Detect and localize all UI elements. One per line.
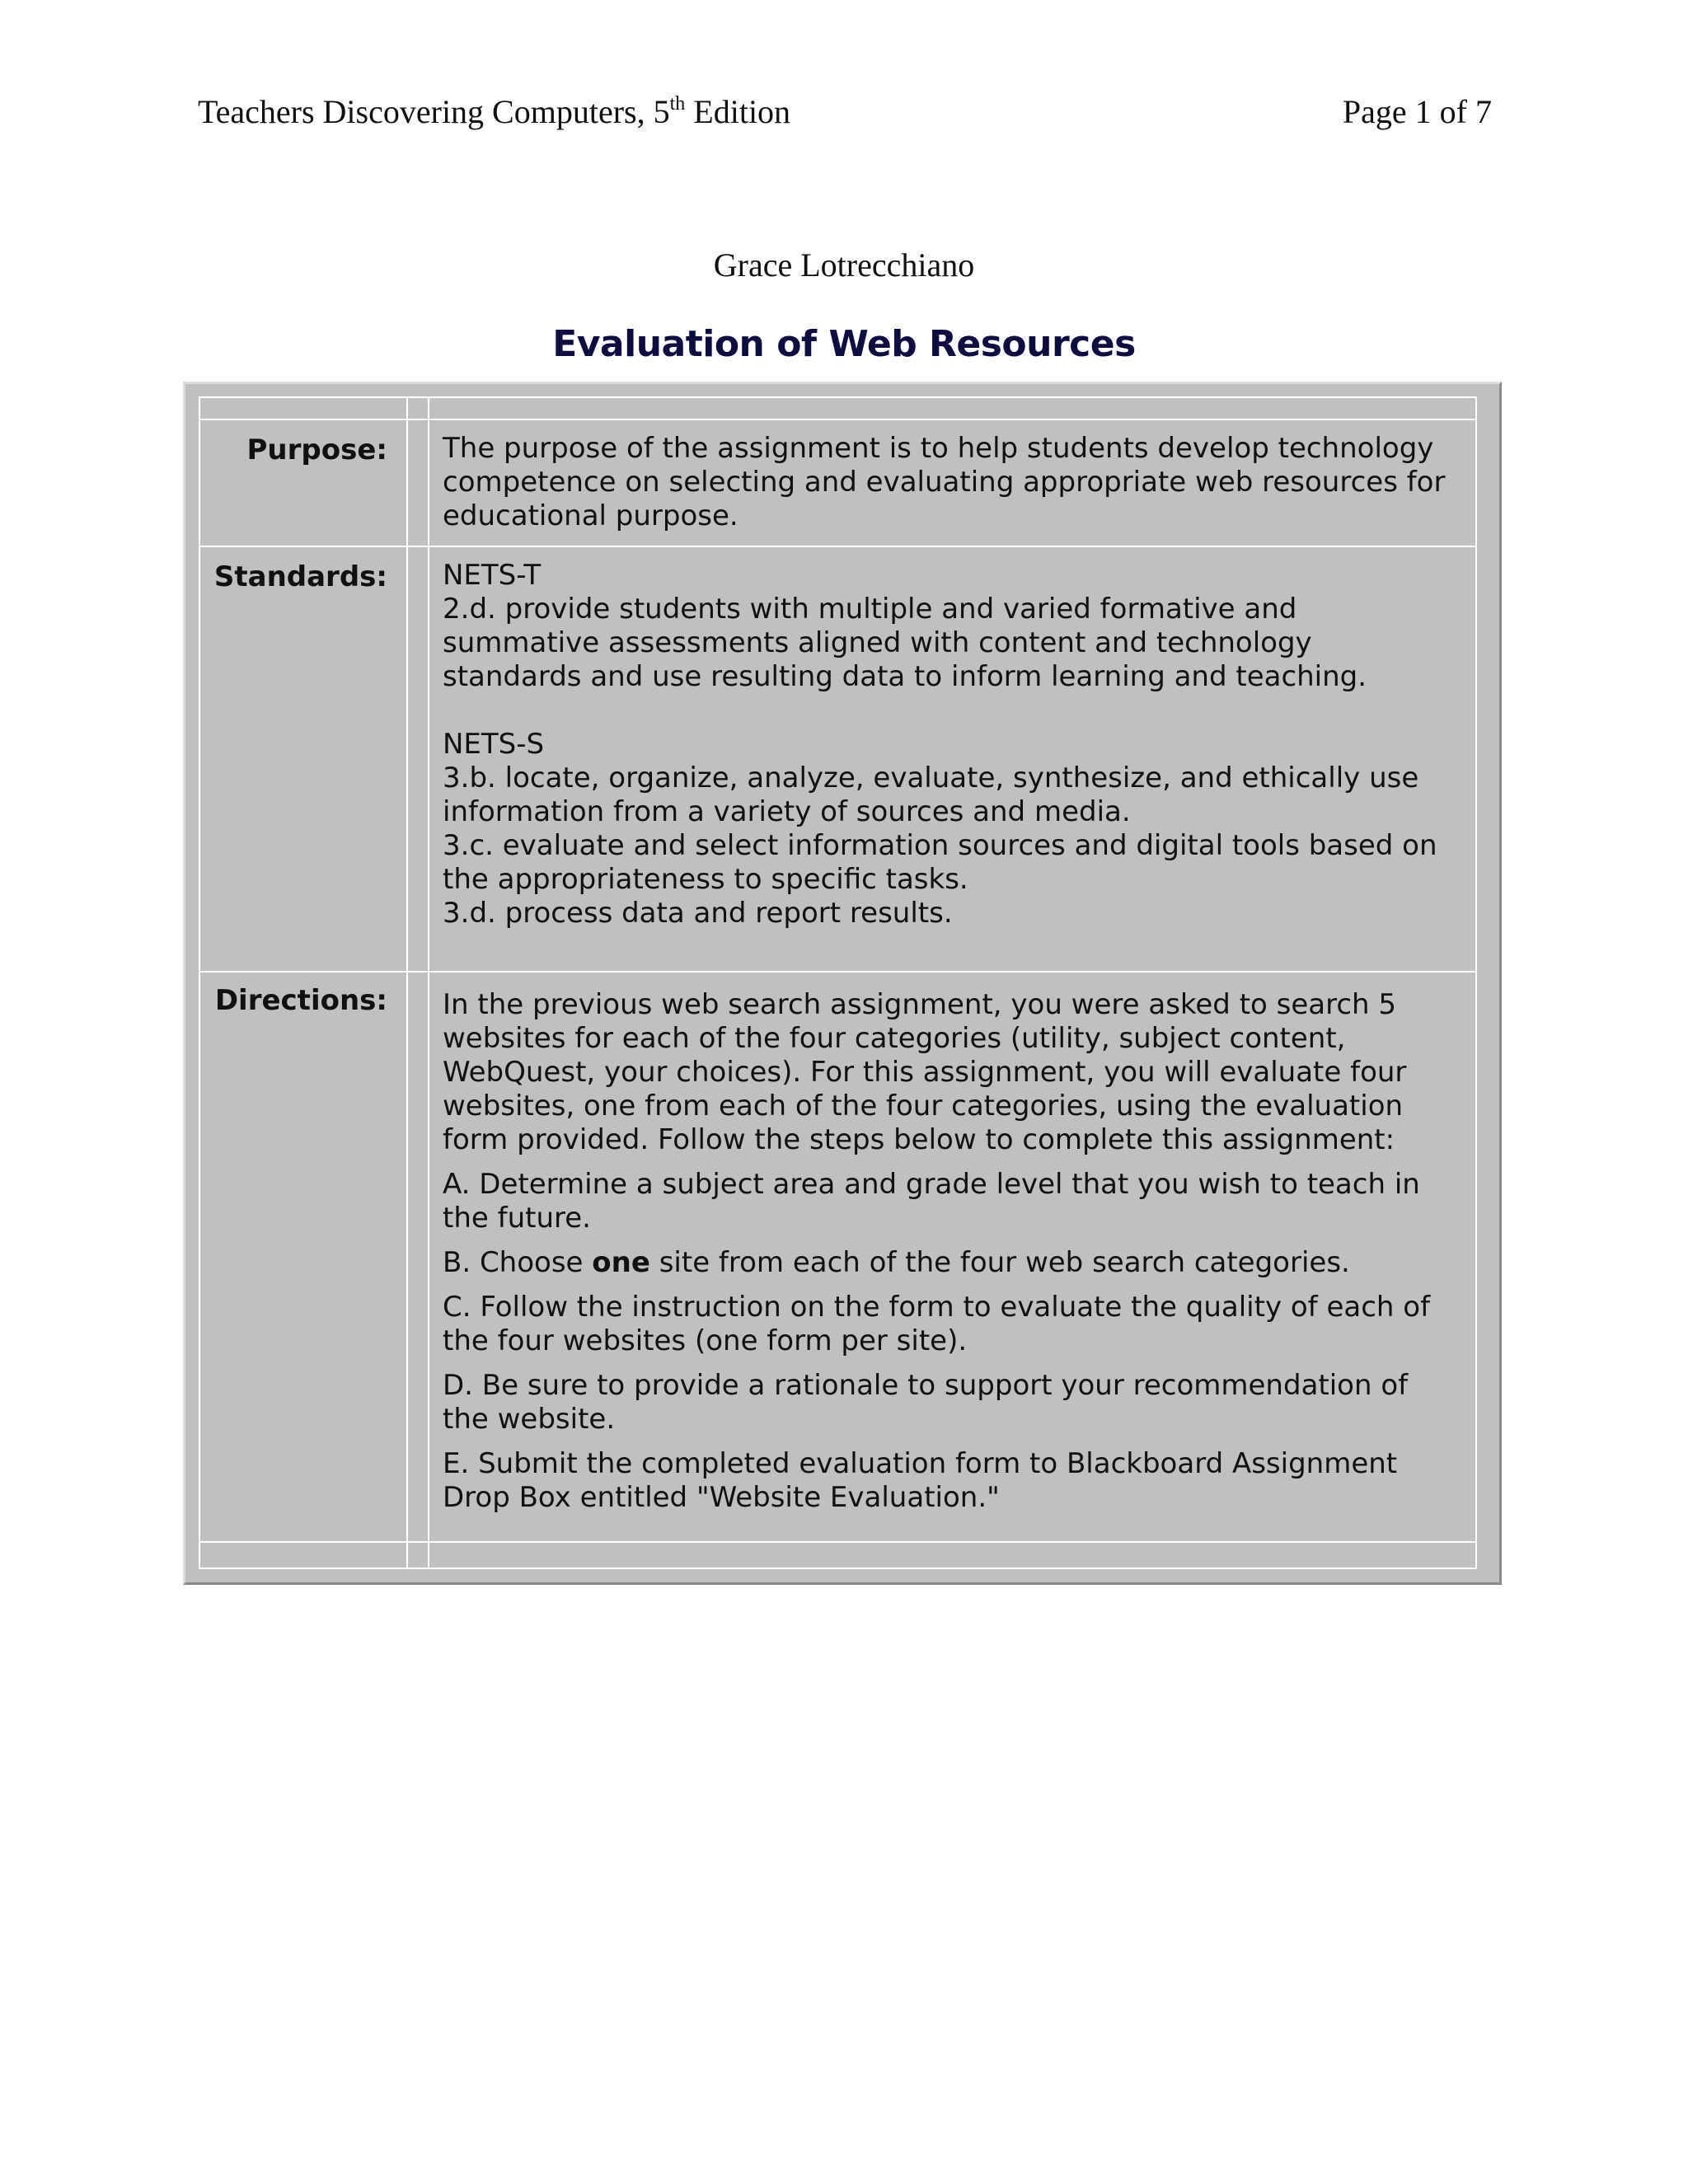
row-divider (200, 971, 1475, 972)
assignment-table (183, 382, 1502, 1585)
nets-s-heading: NETS-S (443, 728, 545, 761)
document-title: Evaluation of Web Resources (552, 323, 1136, 365)
directions-cell (443, 988, 1456, 1515)
edition-superscript: th (669, 93, 686, 115)
nets-s-item: 3.c. evaluate and select information sources and digital tools based on the appropriateness to specific tasks. (443, 829, 1437, 896)
purpose-text: The purpose of the assignment is to help students develop technology competence on selecting and evaluating appropriate web resources for educational purpose. (443, 432, 1446, 532)
row-divider (200, 1541, 1475, 1543)
row-divider (200, 546, 1475, 547)
nets-s-item: 3.d. process data and report results. (443, 897, 953, 930)
author-name: Grace Lotrecchiano (713, 246, 975, 284)
column-divider (428, 398, 429, 1568)
nets-t-heading: NETS-T (443, 559, 542, 592)
step-b (443, 1246, 1456, 1280)
nets-t-item: 2.d. provide students with multiple and varied formative and summative assessments aligned with content and technology standards and use resulting data to inform learning and teaching. (443, 593, 1367, 693)
page-header (198, 92, 1492, 142)
directions-label: Directions: (214, 984, 387, 1017)
edition-text: Edition (685, 93, 791, 130)
step-d: D. Be sure to provide a rationale to support your recommendation of the website. (443, 1369, 1409, 1436)
step-c: C. Follow the instruction on the form to evaluate the quality of each of the four websites (one form per site). (443, 1291, 1431, 1357)
directions-intro: In the previous web search assignment, you were asked to search 5 websites for each of the four categories (utility, subject content, WebQuest, your choices). For this assignment, you will evaluate four websites, one from each of the four categories, using the evaluation form provided. Follow the steps below to complete this assignment: (443, 988, 1407, 1156)
purpose-label: Purpose: (246, 434, 387, 466)
table-grid (199, 396, 1477, 1569)
page-number: Page 1 of 7 (1342, 93, 1492, 130)
standards-cell (443, 559, 1456, 930)
book-title (198, 92, 790, 131)
step-b-text: site from each of the four web search categories. (649, 1246, 1350, 1279)
step-a: A. Determine a subject area and grade level that you wish to teach in the future. (443, 1168, 1420, 1235)
column-divider (406, 398, 408, 1568)
step-b-emphasis: one (592, 1246, 650, 1279)
nets-s-item: 3.b. locate, organize, analyze, evaluate, synthesize, and ethically use information from a variety of sources and media. (443, 762, 1419, 828)
standards-label: Standards: (213, 560, 387, 593)
purpose-cell (443, 432, 1456, 533)
step-e: E. Submit the completed evaluation form to Blackboard Assignment Drop Box entitled "Website Evaluation." (443, 1447, 1398, 1514)
row-divider (200, 419, 1475, 420)
book-title-text: Teachers Discovering Computers, 5 (198, 93, 670, 130)
step-b-text: B. Choose (443, 1246, 593, 1279)
